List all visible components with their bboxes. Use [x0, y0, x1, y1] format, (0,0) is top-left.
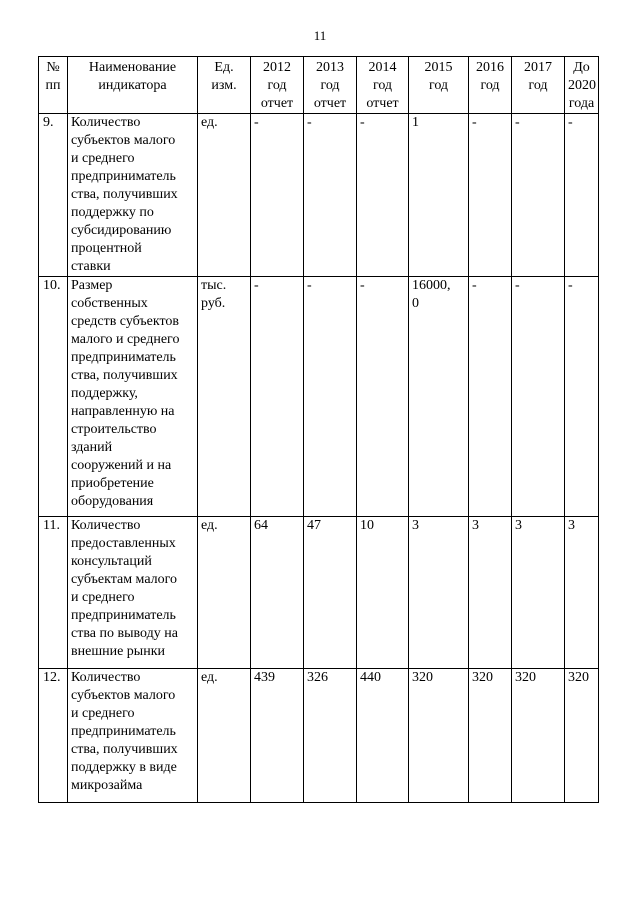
cell-line: 2017: [524, 60, 552, 75]
row-number: 9.: [39, 114, 68, 277]
cell-line: -: [515, 115, 520, 130]
cell-line: субъектов малого: [71, 133, 176, 148]
value-2013: [304, 669, 357, 803]
cell-line: 1: [412, 115, 419, 130]
table-row: [39, 669, 599, 803]
unit-cell: [198, 669, 251, 803]
row-number: 10.: [39, 277, 68, 517]
header-year-2014: [357, 57, 409, 114]
cell-line: ства по выводу на: [71, 626, 178, 641]
cell-line: предприниматель: [71, 608, 176, 623]
value-2017: [512, 114, 565, 277]
value-2012: [251, 669, 304, 803]
cell-line: ед.: [201, 518, 218, 533]
header-unit: [198, 57, 251, 114]
cell-line: и среднего: [71, 706, 135, 721]
cell-line: год: [480, 78, 500, 93]
cell-line: поддержку,: [71, 386, 138, 401]
value-2020: [565, 277, 599, 517]
cell-line: пп: [45, 78, 61, 93]
header-year-2020: [565, 57, 599, 114]
cell-line: 3: [472, 518, 479, 533]
cell-line: предоставленных: [71, 536, 176, 551]
cell-line: -: [307, 278, 312, 293]
cell-line: -: [254, 115, 259, 130]
cell-line: внешние рынки: [71, 644, 165, 659]
cell-line: 320: [515, 670, 536, 685]
cell-line: 320: [412, 670, 433, 685]
value-2016: [469, 114, 512, 277]
cell-line: отчет: [260, 96, 294, 111]
cell-line: 2012: [263, 60, 291, 75]
cell-line: -: [472, 115, 477, 130]
cell-line: 440: [360, 670, 381, 685]
cell-line: малого и среднего: [71, 332, 180, 347]
cell-line: 2016: [476, 60, 504, 75]
unit-cell: [198, 517, 251, 669]
row-number: 12.: [39, 669, 68, 803]
cell-line: и среднего: [71, 590, 135, 605]
cell-line: ед.: [201, 115, 218, 130]
cell-line: -: [515, 278, 520, 293]
value-2016: [469, 669, 512, 803]
cell-line: 3: [568, 518, 575, 533]
value-2014: [357, 277, 409, 517]
cell-line: предприниматель: [71, 169, 176, 184]
header-year-2015: [409, 57, 469, 114]
cell-line: 0: [412, 296, 419, 311]
value-2015: [409, 669, 469, 803]
table-row: [39, 114, 599, 277]
cell-line: строительство: [71, 422, 157, 437]
cell-line: год: [428, 78, 449, 93]
indicator-name: [68, 277, 198, 517]
cell-line: -: [307, 115, 312, 130]
cell-line: ства, получивших: [71, 742, 178, 757]
cell-line: 326: [307, 670, 328, 685]
cell-line: 16000,: [412, 278, 451, 293]
header-year-2012: [251, 57, 304, 114]
value-2014: [357, 669, 409, 803]
row-number: 11.: [39, 517, 68, 669]
cell-line: 47: [307, 518, 321, 533]
cell-line: год: [372, 78, 393, 93]
cell-line: отчет: [366, 96, 399, 111]
header-year-2013: [304, 57, 357, 114]
cell-line: года: [568, 96, 595, 111]
cell-line: оборудования: [71, 494, 154, 509]
cell-line: тыс.: [201, 278, 227, 293]
cell-line: Количество: [71, 670, 141, 685]
cell-line: 2020: [568, 78, 596, 93]
cell-line: -: [568, 115, 573, 130]
cell-line: и среднего: [71, 151, 135, 166]
value-2012: [251, 517, 304, 669]
cell-line: приобретение: [71, 476, 154, 491]
cell-line: -: [472, 278, 477, 293]
cell-line: 3: [515, 518, 522, 533]
indicators-table: [38, 56, 599, 803]
cell-line: поддержку по: [71, 205, 154, 220]
value-2020: [565, 517, 599, 669]
indicator-name: [68, 517, 198, 669]
cell-line: год: [320, 78, 340, 93]
cell-line: ства, получивших: [71, 187, 178, 202]
value-2012: [251, 277, 304, 517]
header-row: [39, 57, 599, 114]
value-2013: [304, 517, 357, 669]
cell-line: Количество: [71, 115, 141, 130]
cell-line: собственных: [71, 296, 148, 311]
cell-line: средств субъектов: [71, 314, 180, 329]
cell-line: Наименование: [88, 60, 177, 75]
cell-line: ставки: [71, 259, 111, 274]
unit-cell: [198, 114, 251, 277]
value-2017: [512, 517, 565, 669]
cell-line: зданий: [71, 440, 113, 455]
header-year-2016: [469, 57, 512, 114]
cell-line: -: [254, 278, 259, 293]
unit-cell: [198, 277, 251, 517]
header-num: [39, 57, 68, 114]
cell-line: индикатора: [98, 78, 167, 93]
cell-line: год: [267, 78, 287, 93]
value-2013: [304, 114, 357, 277]
cell-line: сооружений и на: [71, 458, 172, 473]
cell-line: 3: [412, 518, 419, 533]
page-number: 11: [313, 28, 327, 43]
cell-line: изм.: [211, 78, 237, 93]
cell-line: 320: [472, 670, 493, 685]
cell-line: -: [360, 115, 365, 130]
cell-line: Количество: [71, 518, 141, 533]
table-row: [39, 517, 599, 669]
cell-line: 2015: [424, 60, 453, 75]
cell-line: 2013: [316, 60, 344, 75]
cell-line: микрозайма: [71, 778, 143, 793]
header-year-2017: [512, 57, 565, 114]
value-2015: [409, 277, 469, 517]
cell-line: 439: [254, 670, 275, 685]
cell-line: 320: [568, 670, 589, 685]
cell-line: Ед.: [214, 60, 234, 75]
indicator-name: [68, 114, 198, 277]
cell-line: субъектов малого: [71, 688, 176, 703]
value-2015: [409, 517, 469, 669]
cell-line: руб.: [201, 296, 226, 311]
header-name: [68, 57, 198, 114]
cell-line: ства, получивших: [71, 368, 178, 383]
cell-line: ед.: [201, 670, 218, 685]
cell-line: 2014: [368, 60, 397, 75]
cell-line: консультаций: [71, 554, 152, 569]
cell-line: отчет: [313, 96, 347, 111]
cell-line: субсидированию: [71, 223, 172, 238]
value-2016: [469, 277, 512, 517]
value-2020: [565, 669, 599, 803]
value-2017: [512, 277, 565, 517]
cell-line: 64: [254, 518, 268, 533]
value-2015: [409, 114, 469, 277]
value-2013: [304, 277, 357, 517]
cell-line: предприниматель: [71, 350, 176, 365]
cell-line: субъектам малого: [71, 572, 178, 587]
cell-line: -: [360, 278, 365, 293]
cell-line: Размер: [71, 278, 113, 293]
value-2020: [565, 114, 599, 277]
cell-line: 10: [360, 518, 374, 533]
cell-line: процентной: [71, 241, 142, 256]
cell-line: -: [568, 278, 573, 293]
table-row: [39, 277, 599, 517]
cell-line: предприниматель: [71, 724, 176, 739]
cell-line: До: [573, 60, 590, 75]
value-2016: [469, 517, 512, 669]
cell-line: год: [528, 78, 548, 93]
value-2014: [357, 114, 409, 277]
value-2014: [357, 517, 409, 669]
cell-line: поддержку в виде: [71, 760, 177, 775]
cell-line: направленную на: [71, 404, 175, 419]
cell-line: №: [46, 60, 60, 75]
value-2017: [512, 669, 565, 803]
value-2012: [251, 114, 304, 277]
indicator-name: [68, 669, 198, 803]
